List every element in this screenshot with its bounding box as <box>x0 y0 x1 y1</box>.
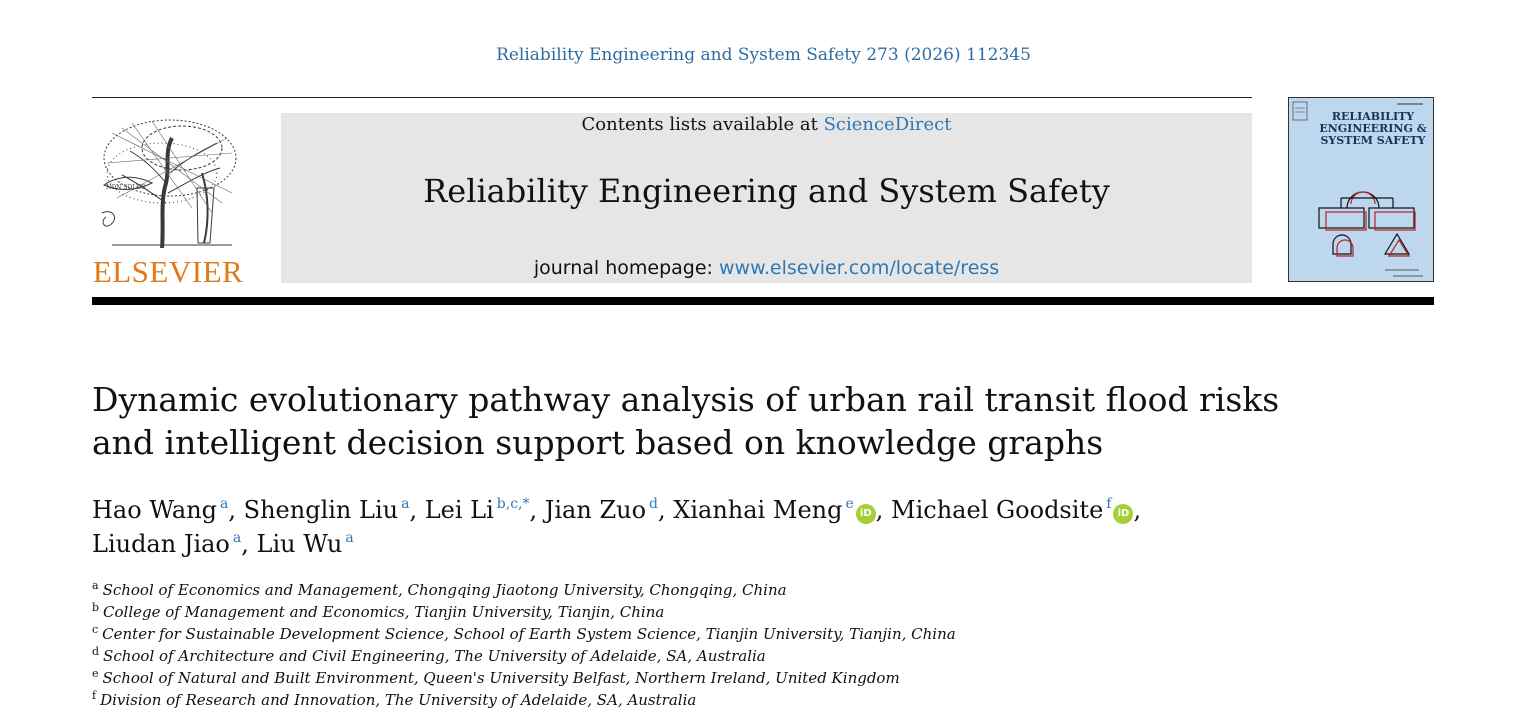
author-entry <box>425 496 545 524</box>
affiliation-item <box>92 667 1092 689</box>
orcid-icon[interactable]: iD <box>1113 504 1133 524</box>
author-name[interactable]: Xianhai Meng <box>673 496 843 524</box>
author-name[interactable]: Hao Wang <box>92 496 218 524</box>
orcid-icon[interactable]: iD <box>856 504 876 524</box>
author-separator: , <box>228 496 244 524</box>
author-affiliation-marker[interactable]: a <box>232 530 242 546</box>
author-affiliation-marker[interactable]: e <box>845 496 854 512</box>
elsevier-wordmark: ELSEVIER <box>92 254 244 289</box>
author-separator: , <box>658 496 674 524</box>
author-separator: , <box>529 496 545 524</box>
affiliation-text: Division of Research and Innovation, The University of Adelaide, SA, Australia <box>100 691 697 709</box>
header-thick-rule <box>92 297 1434 305</box>
affiliation-item <box>92 579 1092 601</box>
author-separator: , <box>241 530 257 558</box>
cover-journal-title: RELIABILITY ENGINEERING & SYSTEM SAFETY <box>1319 110 1427 147</box>
sciencedirect-link[interactable]: ScienceDirect <box>823 114 952 135</box>
journal-homepage-line <box>281 257 1252 279</box>
author-list <box>92 493 1322 561</box>
author-separator: , <box>409 496 425 524</box>
author-name[interactable]: Jian Zuo <box>544 496 647 524</box>
author-entry <box>673 496 891 524</box>
article-title: Dynamic evolutionary pathway analysis of urban rail transit flood risks and intelligent decision support based on knowledge graphs <box>92 380 1280 462</box>
author-affiliation-marker[interactable]: a <box>220 496 229 512</box>
affiliation-item <box>92 689 1092 711</box>
author-separator: , <box>1133 496 1142 524</box>
author-name[interactable]: Liudan Jiao <box>92 530 230 558</box>
journal-citation-line[interactable]: Reliability Engineering and System Safety 273 (2026) 112345 <box>496 45 1031 65</box>
author-affiliation-marker[interactable]: a <box>345 530 354 546</box>
author-name[interactable]: Michael Goodsite <box>891 496 1104 524</box>
affiliation-key: d <box>92 645 100 658</box>
author-entry <box>92 496 244 524</box>
author-affiliation-marker[interactable]: b,c,* <box>496 496 530 512</box>
author-affiliation-marker[interactable]: d <box>649 496 658 512</box>
homepage-prefix: journal homepage: <box>533 257 719 279</box>
contents-prefix: Contents lists available at <box>581 114 824 135</box>
author-affiliation-marker[interactable]: a <box>401 496 410 512</box>
author-name[interactable]: Liu Wu <box>256 530 343 558</box>
author-entry <box>891 496 1141 524</box>
author-entry <box>257 530 354 558</box>
affiliation-key: c <box>92 623 99 636</box>
affiliation-list <box>92 579 1092 711</box>
affiliation-key: b <box>92 601 100 614</box>
journal-cover-thumbnail[interactable] <box>1288 97 1434 282</box>
journal-name: Reliability Engineering and System Safety <box>423 172 1110 210</box>
homepage-link[interactable]: www.elsevier.com/locate/ress <box>719 257 1000 279</box>
affiliation-key: a <box>92 579 99 592</box>
author-name[interactable]: Lei Li <box>424 496 494 524</box>
affiliation-text: School of Architecture and Civil Engineering, The University of Adelaide, SA, Australia <box>103 647 766 665</box>
author-entry <box>244 496 425 524</box>
author-entry <box>92 530 257 558</box>
affiliation-key: f <box>92 689 97 702</box>
svg-text:NON SOLUS: NON SOLUS <box>106 184 146 191</box>
affiliation-key: e <box>92 667 99 680</box>
affiliation-text: Center for Sustainable Development Science, School of Earth System Science, Tianjin University, Tianjin, China <box>102 625 956 643</box>
author-separator: , <box>875 496 892 524</box>
affiliation-text: College of Management and Economics, Tianjin University, Tianjin, China <box>103 603 665 621</box>
author-affiliation-marker[interactable]: f <box>1106 496 1112 512</box>
author-entry <box>545 496 674 524</box>
contents-available-line <box>281 114 1252 135</box>
affiliation-item <box>92 601 1092 623</box>
affiliation-text: School of Natural and Built Environment, Queen's University Belfast, Northern Ireland, United Kingdom <box>102 669 900 687</box>
affiliation-item <box>92 645 1092 667</box>
author-name[interactable]: Shenglin Liu <box>243 496 399 524</box>
header-top-rule <box>92 97 1252 98</box>
affiliation-text: School of Economics and Management, Chongqing Jiaotong University, Chongqing, China <box>102 581 787 599</box>
affiliation-item <box>92 623 1092 645</box>
